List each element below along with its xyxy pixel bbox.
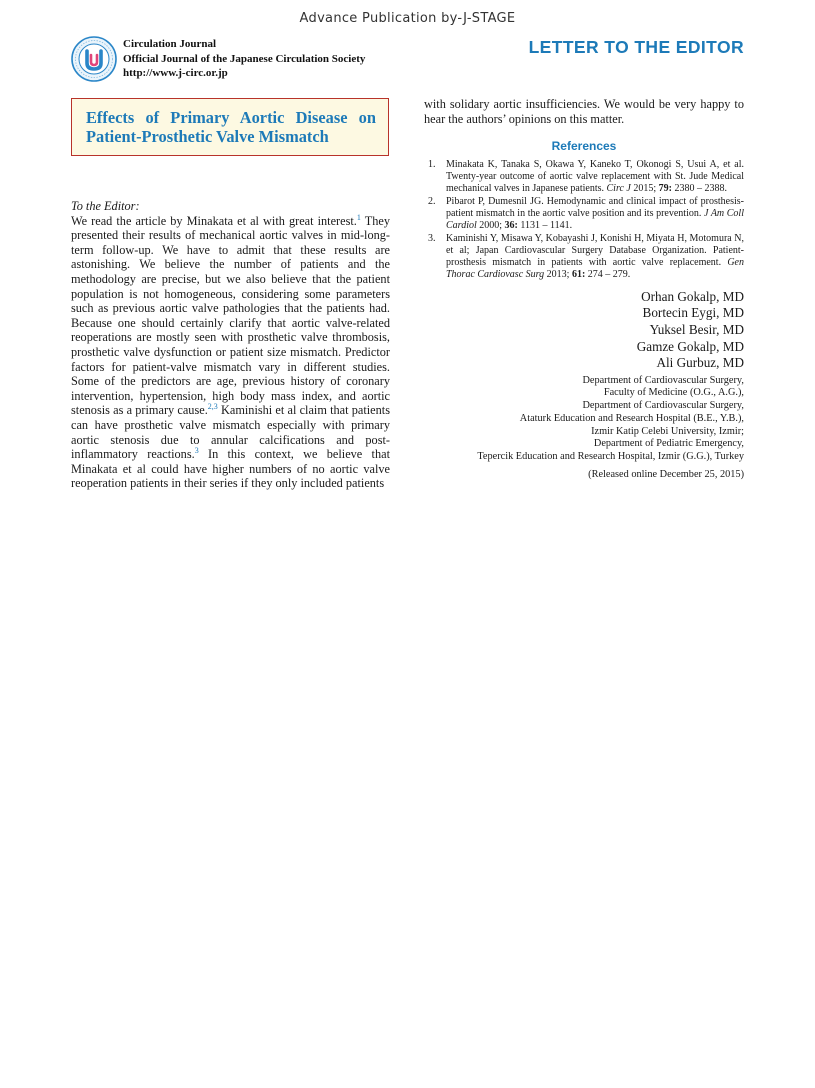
reference-number: 2. xyxy=(428,195,436,207)
reference-year: 2015; xyxy=(630,182,659,194)
reference-journal: Circ J xyxy=(606,182,631,194)
journal-subtitle: Official Journal of the Japanese Circulation Society xyxy=(123,52,366,65)
reference-volume: 61: xyxy=(571,268,586,280)
reference-volume: 36: xyxy=(504,219,518,231)
title-box xyxy=(71,98,389,156)
affiliation-line: Tepercik Education and Research Hospital, Izmir (G.G.), Turkey xyxy=(477,450,744,462)
reference-pages: 1131 – 1141. xyxy=(517,219,573,231)
reference-item xyxy=(424,196,744,232)
article-title: Effects of Primary Aortic Disease on Patient-Prosthetic Valve Mismatch xyxy=(86,108,376,146)
body-text-4: In this context, we believe that Minakata et al could have higher numbers of no aortic valve reoperation patients in their series if they only included patients xyxy=(71,447,390,491)
affiliation-line: Izmir Katip Celebi University, Izmir; xyxy=(591,425,744,437)
reference-year: 2000; xyxy=(476,219,505,231)
affiliation-line: Department of Cardiovascular Surgery, xyxy=(582,400,744,412)
affiliation-line: Ataturk Education and Research Hospital (B.E., Y.B.), xyxy=(519,412,744,424)
author-name: Yuksel Besir, MD xyxy=(649,321,744,337)
reference-number: 1. xyxy=(428,158,436,170)
reference-number: 3. xyxy=(428,232,436,244)
reference-journal: Gen Thorac Cardiovasc Surg xyxy=(446,256,744,280)
body-continuation: with solidary aortic insufficiencies. We would be very happy to hear the authors’ opinions on this matter. xyxy=(424,97,744,126)
circulation-journal-logo-icon xyxy=(71,36,117,82)
journal-url[interactable]: http://www.j-circ.or.jp xyxy=(123,67,228,79)
references-list xyxy=(424,159,744,281)
author-list xyxy=(424,289,744,372)
citation-link-2[interactable]: 2,3 xyxy=(207,402,218,412)
reference-journal: J Am Coll Cardiol xyxy=(446,207,744,231)
citation-link-3[interactable]: 3 xyxy=(194,446,199,455)
publication-banner: Advance Publication by-J-STAGE xyxy=(299,11,516,26)
body-text-2: They presented their results of mechanical aortic valves in mid-long-term follow-up. We have to admit that these results are astonishing. We believe the number of patients and the methodology are precise, but we also believe that the patient population is not homogeneous, considering some parameters such as previous aortic valve pathologies that the patients had. Because one should certainly clarify that aortic valve-related reoperations are mostly seen with prosthetic valve thrombosis, prosthetic valve dysfunction or patient size mismatch. Predictor factors for patient-valve mismatch vary in different studies. Some of the predictors are age, previous history of coronary intervention, hypertension, high body mass index, and aortic stenosis as a primary cause. xyxy=(71,213,390,418)
author-name: Gamze Gokalp, MD xyxy=(636,338,744,354)
section-label: LETTER TO THE EDITOR xyxy=(528,37,744,57)
affiliation-line: Department of Pediatric Emergency, xyxy=(593,438,744,450)
affiliation-line: Department of Cardiovascular Surgery, xyxy=(582,374,744,386)
body-paragraph xyxy=(71,214,390,491)
journal-header xyxy=(71,36,365,82)
reference-text xyxy=(446,196,744,232)
reference-item xyxy=(424,159,744,195)
references-heading: References xyxy=(551,139,617,154)
reference-volume: 79: xyxy=(658,182,672,194)
author-name: Ali Gurbuz, MD xyxy=(656,355,744,371)
right-column xyxy=(424,97,744,481)
reference-text xyxy=(446,159,744,195)
affiliation-line: Faculty of Medicine (O.G., A.G.), xyxy=(603,387,744,399)
affiliations xyxy=(424,375,744,464)
release-date: (Released online December 25, 2015) xyxy=(588,468,744,480)
reference-authors: Kaminishi Y, Misawa Y, Kobayashi J, Konishi H, Miyata H, Motomura N, et al; Japan Cardiovascular Surgery Database Organization. Patient-prosthesis mismatch in patients with aortic valve replacement. xyxy=(446,232,744,268)
body-text-1: We read the article by Minakata et al with great interest. xyxy=(71,213,357,228)
left-column xyxy=(71,199,390,491)
reference-pages: 274 – 279. xyxy=(585,268,631,280)
reference-text xyxy=(446,233,744,281)
reference-year: 2013; xyxy=(544,268,572,280)
reference-authors: Pibarot P, Dumesnil JG. Hemodynamic and clinical impact of prosthesis-patient mismatch in the aortic valve position and its prevention. xyxy=(446,195,744,219)
salutation: To the Editor: xyxy=(71,199,140,213)
reference-authors: Minakata K, Tanaka S, Okawa Y, Kaneko T, Okonogi S, Usui A, et al. Twenty-year outcome of aortic valve replacement with St. Jude Medical mechanical valves in Japanese patients. xyxy=(446,158,744,194)
author-name: Orhan Gokalp, MD xyxy=(641,288,744,304)
reference-item xyxy=(424,233,744,281)
reference-pages: 2380 – 2388. xyxy=(671,182,727,194)
author-name: Bortecin Eygi, MD xyxy=(642,305,744,321)
citation-link-1[interactable]: 1 xyxy=(356,212,361,222)
journal-name: Circulation Journal xyxy=(123,38,217,50)
body-text-3: Kaminishi et al claim that patients can have prosthetic valve mismatch especially with primary aortic stenosis due to annular calcifications and post-inflammatory reactions. xyxy=(71,403,390,462)
